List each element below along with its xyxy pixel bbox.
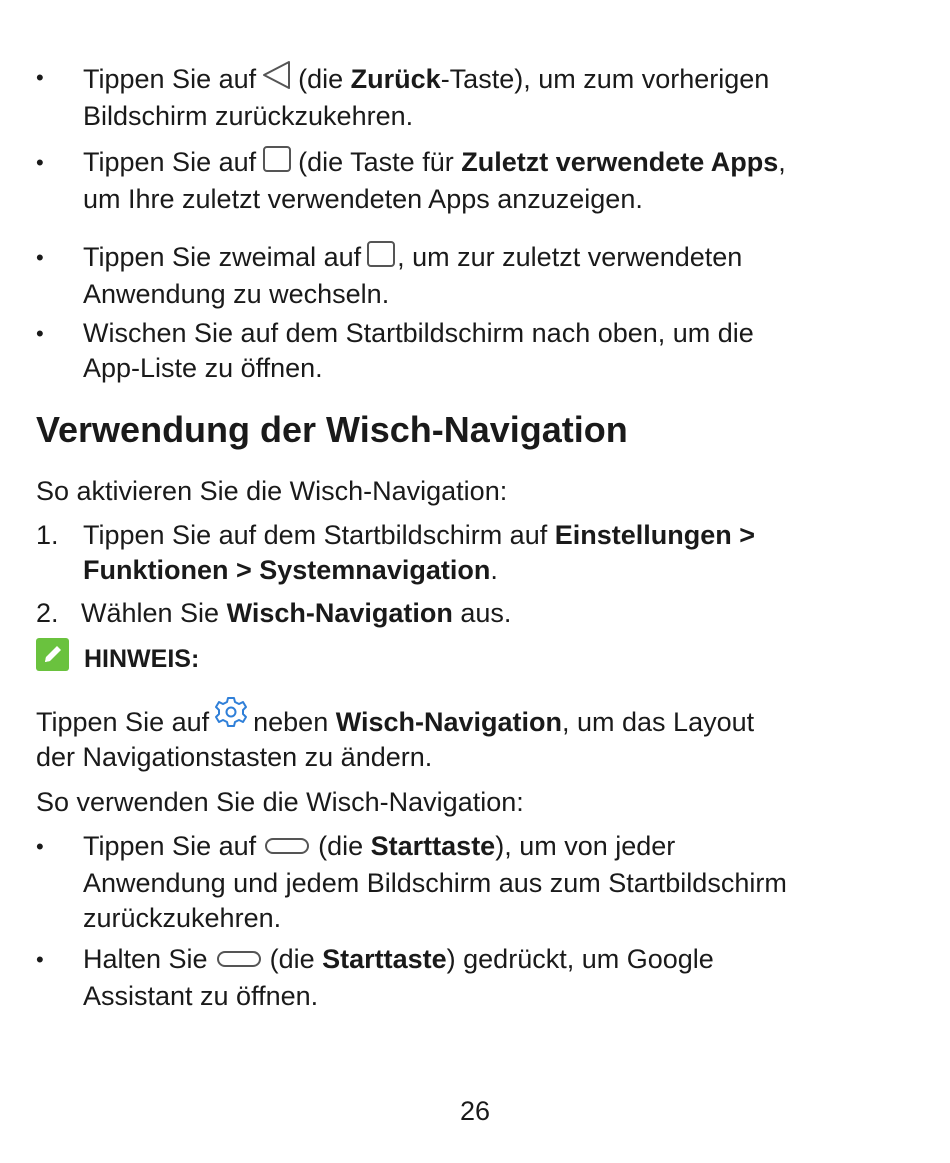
list-item-line: Anwendung und jedem Bildschirm aus zum Startbildschirm bbox=[83, 868, 787, 898]
note-text bbox=[36, 697, 916, 775]
note-line: Tippen Sie auf neben Wisch-Navigation, um das Layout bbox=[36, 697, 916, 740]
bullet: • bbox=[36, 245, 44, 270]
recent-apps-square-icon bbox=[365, 240, 397, 277]
step-line: Tippen Sie auf dem Startbildschirm auf Einstellungen > bbox=[83, 520, 756, 550]
bullet: • bbox=[36, 65, 44, 90]
back-triangle-icon bbox=[260, 60, 294, 99]
list-item-line: um Ihre zuletzt verwendeten Apps anzuzeigen. bbox=[83, 184, 643, 214]
bullet: • bbox=[36, 321, 44, 346]
bullet: • bbox=[36, 947, 44, 972]
home-pill-icon bbox=[264, 831, 310, 866]
list-item-line: Tippen Sie auf (die Starttaste), um von jeder bbox=[83, 829, 916, 866]
step-line: Funktionen > Systemnavigation. bbox=[83, 555, 498, 585]
recent-apps-square-icon bbox=[260, 145, 294, 182]
step-number: 1. bbox=[36, 520, 59, 550]
list-item-line: Tippen Sie auf (die Taste für Zuletzt verwendete Apps, bbox=[83, 145, 916, 182]
list-item-line: Halten Sie (die Starttaste) gedrückt, um Google bbox=[83, 942, 916, 979]
list-item-line: App-Liste zu öffnen. bbox=[83, 353, 323, 383]
note-line: der Navigationstasten zu ändern. bbox=[36, 742, 433, 772]
list-item-line: Anwendung zu wechseln. bbox=[83, 279, 390, 309]
list-item-line: zurückzukehren. bbox=[83, 903, 282, 933]
page-number: 26 bbox=[459, 1096, 491, 1126]
gear-icon bbox=[213, 697, 249, 738]
use-intro: So verwenden Sie die Wisch-Navigation: bbox=[36, 787, 524, 817]
bullet: • bbox=[36, 150, 44, 175]
list-item-line: Tippen Sie auf (die Zurück-Taste), um zum vorherigen bbox=[83, 60, 916, 99]
list-item-line: Wischen Sie auf dem Startbildschirm nach oben, um die bbox=[83, 318, 754, 348]
list-item-line: Assistant zu öffnen. bbox=[83, 981, 319, 1011]
step-number: 2. bbox=[36, 598, 59, 628]
list-item-line: Tippen Sie zweimal auf , um zur zuletzt verwendeten bbox=[83, 240, 916, 277]
list-item-line: Bildschirm zurückzukehren. bbox=[83, 101, 414, 131]
section-heading: Verwendung der Wisch-Navigation bbox=[36, 409, 628, 450]
home-pill-icon bbox=[216, 944, 262, 979]
step-line: Wählen Sie Wisch-Navigation aus. bbox=[81, 598, 512, 628]
pencil-note-icon bbox=[36, 638, 69, 671]
activate-intro: So aktivieren Sie die Wisch-Navigation: bbox=[36, 476, 508, 506]
note-label: HINWEIS: bbox=[84, 645, 200, 673]
bullet: • bbox=[36, 834, 44, 859]
